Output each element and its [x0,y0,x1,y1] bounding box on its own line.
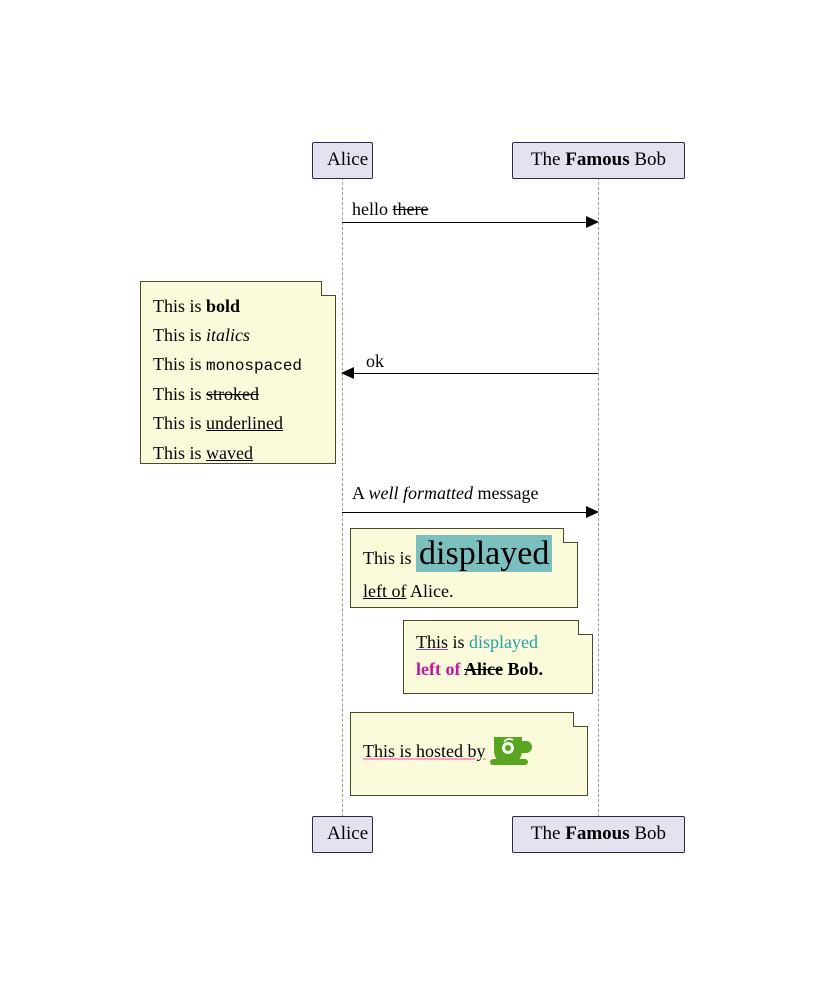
note-formatting-line-1 [153,292,323,321]
note-fold-icon [578,620,593,635]
participant-alice-label: Alice [327,149,369,170]
note-formatting [140,281,336,464]
note-line-2-value: italics [206,325,251,346]
note-line-2-prefix: This is [153,325,207,346]
message-1-text-strike: there [392,199,429,219]
participant-alice-top[interactable] [312,142,373,179]
note-displayed-under: left of [363,581,407,602]
note-fold-icon [573,712,588,727]
note-formatting-line-6 [153,439,323,468]
note-colored-bold: Bob. [502,659,543,679]
note-formatting-line-4 [153,380,323,409]
message-2-label [366,352,384,370]
message-1-text-pre: hello [352,199,393,219]
participant-bob-top[interactable] [512,142,685,179]
note-hosted [350,712,588,796]
note-formatting-line-5 [153,409,323,438]
participant-bob-label-post: Bob [629,149,667,170]
note-fold-icon [321,281,336,296]
participant-bob-label-bold: Famous [565,823,630,844]
note-line-5-prefix: This is [153,413,207,434]
note-displayed-pre: This is [363,548,417,568]
note-line-5-value: underlined [206,413,283,434]
note-displayed-line-2 [363,578,565,604]
message-3-line [342,512,587,513]
note-displayed-line-1 [363,535,565,572]
note-line-1-value: bold [206,296,241,316]
note-fold-icon [563,528,578,543]
lifeline-alice [342,177,343,817]
note-colored-line-1 [416,629,580,656]
note-colored-mid: is [448,632,470,652]
note-colored-magenta: left of [416,659,464,679]
participant-alice-bottom[interactable] [312,816,373,853]
note-displayed-post: Alice. [406,581,454,602]
message-1-label [352,200,428,218]
message-3-text-pre: A [352,483,369,503]
note-colored-line-2 [416,656,580,683]
note-colored-strike: Alice [463,659,503,679]
note-line-1-prefix: This is [153,296,207,316]
message-1-arrow-head [586,216,599,228]
note-line-6-prefix: This is [153,442,207,463]
note-colored-teal: displayed [469,632,539,652]
message-3-label [352,484,539,502]
message-2-arrow-head [341,367,354,379]
message-3-arrow-head [586,506,599,518]
participant-alice-label: Alice [327,823,369,844]
coffee-cup-icon [490,733,534,767]
participant-bob-bottom[interactable] [512,816,685,853]
note-line-4-value: stroked [206,384,260,405]
note-line-3-prefix: This is [153,354,207,375]
message-2-line [354,373,598,374]
note-displayed [350,528,578,608]
message-2-text: ok [366,351,384,371]
note-hosted-text: This is hosted by [363,741,486,761]
note-formatting-line-2 [153,321,323,350]
note-hosted-line [363,733,575,767]
note-colored [403,620,593,694]
note-line-4-prefix: This is [153,384,207,405]
note-displayed-highlight: displayed [416,535,552,572]
participant-bob-label-post: Bob [629,823,667,844]
participant-bob-label-pre: The [530,149,566,170]
message-1-line [342,222,587,223]
note-line-3-value: monospaced [206,357,303,376]
note-line-6-value: waved [206,442,253,463]
participant-bob-label-bold: Famous [565,149,630,170]
lifeline-bob [598,177,599,817]
note-formatting-line-3 [153,350,323,380]
message-3-text-post: message [473,483,539,503]
note-colored-under: This [416,632,449,652]
message-3-text-italic: well formatted [368,483,474,503]
participant-bob-label-pre: The [530,823,566,844]
